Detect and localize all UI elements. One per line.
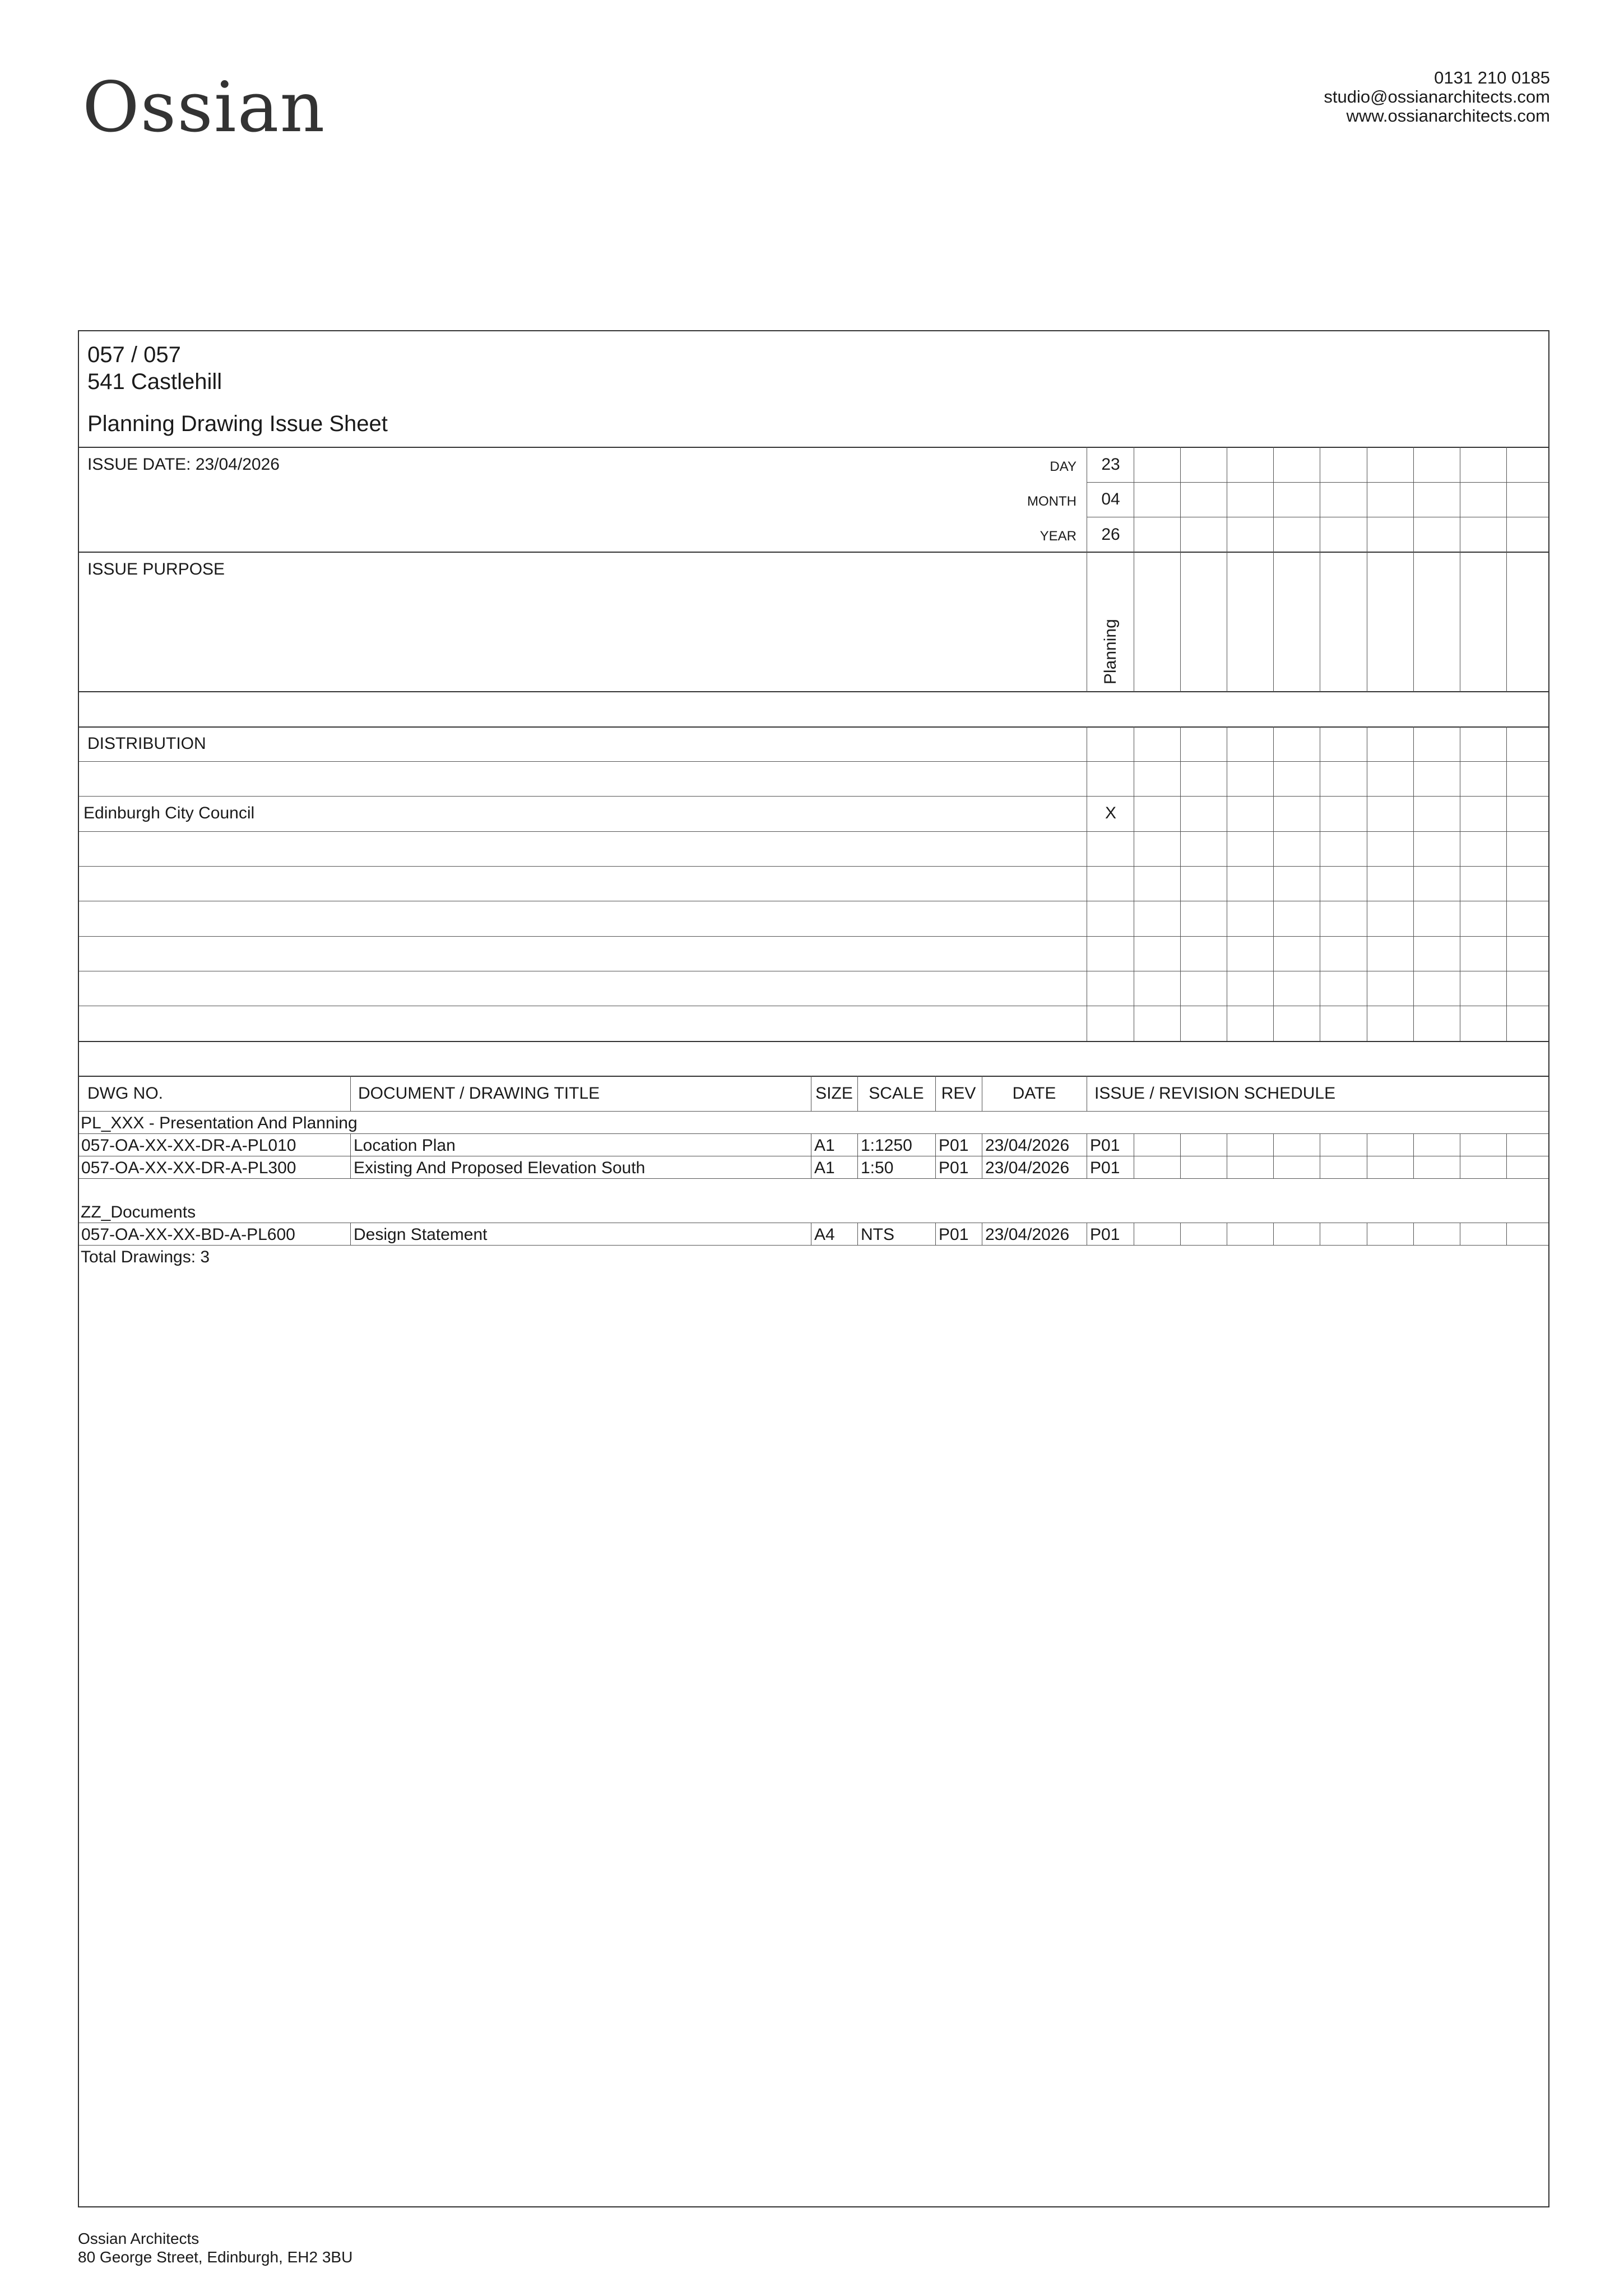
drawing-scale: 1:1250 bbox=[861, 1136, 912, 1155]
footer-company: Ossian Architects bbox=[78, 2230, 199, 2247]
month-label: MONTH bbox=[1027, 494, 1077, 509]
rule bbox=[1413, 447, 1414, 692]
rule bbox=[79, 552, 1548, 553]
drawing-size: A4 bbox=[814, 1225, 835, 1244]
rule bbox=[857, 1133, 858, 1178]
header-dwg-no: DWG NO. bbox=[87, 1084, 163, 1103]
drawing-rev: P01 bbox=[939, 1225, 969, 1244]
drawing-scale: 1:50 bbox=[861, 1159, 894, 1177]
rule bbox=[857, 1223, 858, 1245]
drawing-title: Location Plan bbox=[354, 1136, 456, 1155]
distribution-mark: X bbox=[1105, 804, 1116, 822]
issue-purpose-value: Planning bbox=[1101, 619, 1120, 684]
drawing-date: 23/04/2026 bbox=[985, 1159, 1070, 1177]
header-scale: SCALE bbox=[869, 1084, 924, 1103]
phone-number: 0131 210 0185 bbox=[1434, 68, 1550, 87]
email-link[interactable]: studio@ossianarchitects.com bbox=[1324, 87, 1550, 107]
drawing-rev: P01 bbox=[939, 1159, 969, 1177]
rule bbox=[1413, 1133, 1414, 1178]
rule bbox=[1180, 726, 1181, 1041]
rule bbox=[79, 866, 1548, 867]
rule bbox=[1273, 1223, 1274, 1245]
drawing-rev: P01 bbox=[939, 1136, 969, 1155]
rule bbox=[79, 1041, 1548, 1042]
drawing-issue-rev: P01 bbox=[1090, 1225, 1120, 1244]
rule bbox=[79, 1133, 1548, 1134]
rule bbox=[1413, 1223, 1414, 1245]
rule bbox=[350, 1076, 351, 1111]
rule bbox=[1273, 1133, 1274, 1178]
project-name: 541 Castlehill bbox=[87, 369, 222, 394]
year-label: YEAR bbox=[1040, 529, 1077, 544]
rule bbox=[79, 831, 1548, 832]
rule bbox=[935, 1133, 936, 1178]
rule bbox=[1180, 447, 1181, 692]
distribution-recipient: Edinburgh City Council bbox=[83, 804, 255, 822]
rule bbox=[79, 1111, 1548, 1112]
rule bbox=[935, 1223, 936, 1245]
drawing-scale: NTS bbox=[861, 1225, 894, 1244]
issue-purpose-label: ISSUE PURPOSE bbox=[87, 560, 225, 578]
rule bbox=[1273, 726, 1274, 1041]
rule bbox=[1506, 1223, 1507, 1245]
rule bbox=[79, 1245, 1548, 1246]
rule bbox=[1180, 1133, 1181, 1178]
rule bbox=[1180, 1223, 1181, 1245]
rule bbox=[79, 447, 1548, 448]
drawing-date: 23/04/2026 bbox=[985, 1225, 1070, 1244]
drawing-number[interactable]: 057-OA-XX-XX-DR-A-PL010 bbox=[81, 1136, 296, 1155]
drawing-number[interactable]: 057-OA-XX-XX-DR-A-PL300 bbox=[81, 1159, 296, 1177]
day-value: 23 bbox=[1101, 455, 1120, 474]
rule bbox=[1506, 447, 1507, 692]
drawing-number[interactable]: 057-OA-XX-XX-BD-A-PL600 bbox=[81, 1225, 295, 1244]
rule bbox=[1273, 447, 1274, 692]
rule bbox=[350, 1133, 351, 1178]
drawing-issue-rev: P01 bbox=[1090, 1159, 1120, 1177]
drawing-issue-rev: P01 bbox=[1090, 1136, 1120, 1155]
drawing-title: Design Statement bbox=[354, 1225, 488, 1244]
drawing-title: Existing And Proposed Elevation South bbox=[354, 1159, 646, 1177]
distribution-label: DISTRIBUTION bbox=[87, 734, 206, 753]
website-link[interactable]: www.ossianarchitects.com bbox=[1346, 106, 1550, 126]
group-heading: PL_XXX - Presentation And Planning bbox=[81, 1114, 358, 1132]
rule bbox=[79, 691, 1548, 692]
issue-date: ISSUE DATE: 23/04/2026 bbox=[87, 455, 280, 474]
group-heading: ZZ_Documents bbox=[81, 1203, 196, 1221]
company-logo: Ossian bbox=[82, 67, 326, 148]
rule bbox=[1413, 726, 1414, 1041]
month-value: 04 bbox=[1101, 490, 1120, 508]
day-label: DAY bbox=[1050, 459, 1077, 474]
rule bbox=[79, 726, 1548, 728]
footer-address: 80 George Street, Edinburgh, EH2 3BU bbox=[78, 2248, 353, 2266]
rule bbox=[1506, 726, 1507, 1041]
header-date: DATE bbox=[1012, 1084, 1056, 1103]
rule bbox=[1087, 482, 1548, 483]
sheet-title: Planning Drawing Issue Sheet bbox=[87, 411, 388, 436]
header-size: SIZE bbox=[815, 1084, 853, 1103]
rule bbox=[79, 936, 1548, 937]
drawing-size: A1 bbox=[814, 1136, 835, 1155]
contact-block bbox=[1324, 68, 1550, 126]
drawing-size: A1 bbox=[814, 1159, 835, 1177]
footer bbox=[78, 2229, 352, 2266]
year-value: 26 bbox=[1101, 525, 1120, 544]
drawing-date: 23/04/2026 bbox=[985, 1136, 1070, 1155]
rule bbox=[350, 1223, 351, 1245]
rule bbox=[79, 796, 1548, 797]
rule bbox=[1506, 1133, 1507, 1178]
header-rev: REV bbox=[941, 1084, 976, 1103]
project-number: 057 / 057 bbox=[87, 342, 181, 367]
issue-sheet-frame bbox=[78, 330, 1549, 2207]
rule bbox=[79, 1076, 1548, 1077]
rule bbox=[79, 761, 1548, 762]
total-drawings: Total Drawings: 3 bbox=[81, 1248, 210, 1266]
rule bbox=[79, 1178, 1548, 1179]
header-revision-schedule: ISSUE / REVISION SCHEDULE bbox=[1094, 1084, 1336, 1103]
header-title: DOCUMENT / DRAWING TITLE bbox=[358, 1084, 600, 1103]
